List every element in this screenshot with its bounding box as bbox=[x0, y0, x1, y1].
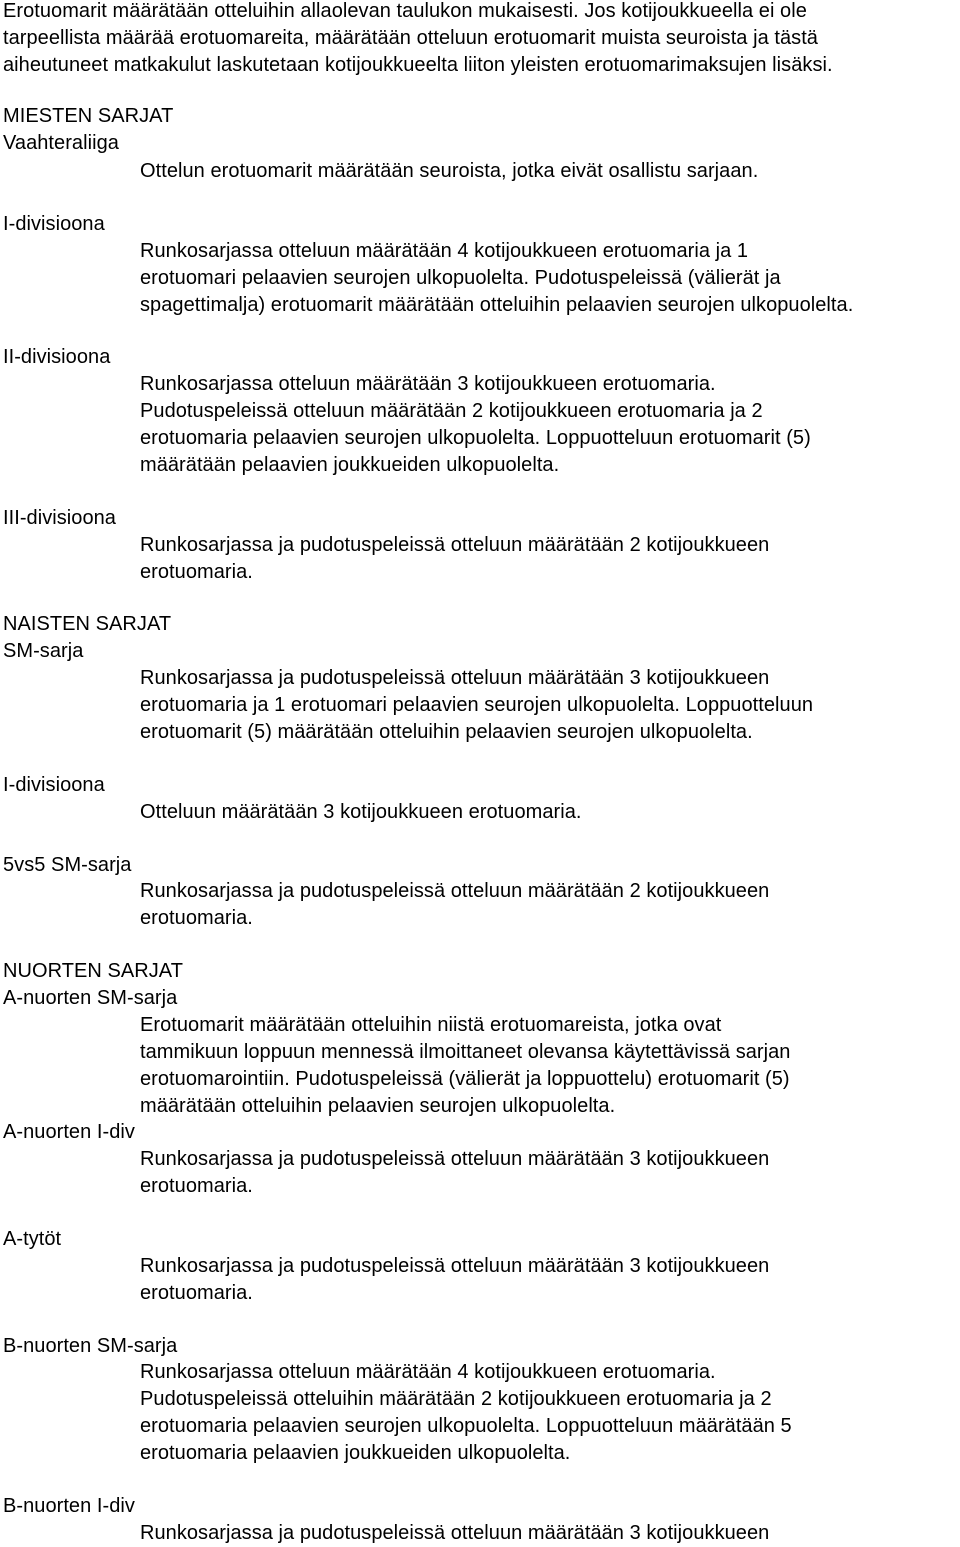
league-rule-line: Pudotuspeleissä otteluun määrätään 2 kotijoukkueen erotuomaria ja 2 bbox=[140, 400, 763, 422]
league-name-b-div1: B-nuorten I-div bbox=[3, 1495, 135, 1517]
league-name-a-tytot: A-tytöt bbox=[3, 1228, 62, 1250]
league-rule-line: Runkosarjassa ja pudotuspeleissä otteluun määrätään 3 kotijoukkueen bbox=[140, 1255, 770, 1277]
intro-line: aiheutuneet matkakulut laskutetaan kotijoukkueelta liiton yleisten erotuomarimaksujen lisäksi. bbox=[3, 54, 833, 76]
league-name-n-div1: I-divisioona bbox=[3, 774, 105, 796]
league-rule-line: erotuomaria. bbox=[140, 1175, 253, 1197]
league-rule-line: erotuomaria. bbox=[140, 907, 253, 929]
league-rule-line: Runkosarjassa ja pudotuspeleissä otteluun määrätään 3 kotijoukkueen bbox=[140, 1522, 770, 1544]
league-name-m-div2: II-divisioona bbox=[3, 346, 111, 368]
league-rule-line: Runkosarjassa ja pudotuspeleissä otteluun määrätään 2 kotijoukkueen bbox=[140, 534, 770, 556]
league-rule-line: erotuomarointiin. Pudotuspeleissä (välierät ja loppuottelu) erotuomarit (5) bbox=[140, 1068, 790, 1090]
league-rule-line: spagettimalja) erotuomarit määrätään otteluihin pelaavien seurojen ulkopuolelta. bbox=[140, 294, 854, 316]
league-name-n-sm: SM-sarja bbox=[3, 640, 84, 662]
league-rule-line: erotuomaria pelaavien seurojen ulkopuolelta. Loppuotteluun määrätään 5 bbox=[140, 1415, 792, 1437]
league-rule-line: määrätään otteluihin pelaavien seurojen ulkopuolelta. bbox=[140, 1095, 616, 1117]
section-heading-naisten: NAISTEN SARJAT bbox=[3, 613, 172, 635]
league-name-m-div3: III-divisioona bbox=[3, 507, 116, 529]
league-name-a-sm: A-nuorten SM-sarja bbox=[3, 987, 178, 1009]
league-rule-line: erotuomaria. bbox=[140, 1282, 253, 1304]
league-name-vaahteraliiga: Vaahteraliiga bbox=[3, 132, 119, 154]
league-rule-line: määrätään pelaavien joukkueiden ulkopuolelta. bbox=[140, 454, 560, 476]
league-rule-line: Runkosarjassa otteluun määrätään 4 kotijoukkueen erotuomaria ja 1 bbox=[140, 240, 749, 262]
intro-line: Erotuomarit määrätään otteluihin allaolevan taulukon mukaisesti. Jos kotijoukkueella ei ole bbox=[3, 0, 807, 22]
league-rule-line: Runkosarjassa ja pudotuspeleissä otteluun määrätään 2 kotijoukkueen bbox=[140, 880, 770, 902]
league-rule-line: Ottelun erotuomarit määrätään seuroista, jotka eivät osallistu sarjaan. bbox=[140, 160, 759, 182]
league-rule-line: Runkosarjassa ja pudotuspeleissä otteluun määrätään 3 kotijoukkueen bbox=[140, 1148, 770, 1170]
league-name-m-div1: I-divisioona bbox=[3, 213, 105, 235]
league-rule-line: Erotuomarit määrätään otteluihin niistä erotuomareista, jotka ovat bbox=[140, 1014, 722, 1036]
league-rule-line: erotuomari pelaavien seurojen ulkopuolelta. Pudotuspeleissä (välierät ja bbox=[140, 267, 781, 289]
league-rule-line: tammikuun loppuun mennessä ilmoittaneet olevansa käytettävissä sarjan bbox=[140, 1041, 791, 1063]
league-rule-line: Pudotuspeleissä otteluihin määrätään 2 kotijoukkueen erotuomaria ja 2 bbox=[140, 1388, 772, 1410]
section-heading-nuorten: NUORTEN SARJAT bbox=[3, 960, 183, 982]
league-rule-line: erotuomarit (5) määrätään otteluihin pelaavien seurojen ulkopuolelta. bbox=[140, 721, 753, 743]
league-rule-line: Otteluun määrätään 3 kotijoukkueen erotuomaria. bbox=[140, 801, 582, 823]
league-rule-line: Runkosarjassa otteluun määrätään 3 kotijoukkueen erotuomaria. bbox=[140, 373, 716, 395]
league-rule-line: Runkosarjassa otteluun määrätään 4 kotijoukkueen erotuomaria. bbox=[140, 1361, 716, 1383]
league-name-a-div1: A-nuorten I-div bbox=[3, 1121, 135, 1143]
league-rule-line: erotuomaria ja 1 erotuomari pelaavien seurojen ulkopuolelta. Loppuotteluun bbox=[140, 694, 814, 716]
league-rule-line: Runkosarjassa ja pudotuspeleissä otteluun määrätään 3 kotijoukkueen bbox=[140, 667, 770, 689]
league-name-b-sm: B-nuorten SM-sarja bbox=[3, 1335, 178, 1357]
section-heading-miesten: MIESTEN SARJAT bbox=[3, 105, 174, 127]
league-rule-line: erotuomaria pelaavien seurojen ulkopuolelta. Loppuotteluun erotuomarit (5) bbox=[140, 427, 811, 449]
league-name-n-5vs5: 5vs5 SM-sarja bbox=[3, 854, 132, 876]
intro-line: tarpeellista määrää erotuomareita, määrätään otteluun erotuomarit muista seuroista ja tästä bbox=[3, 27, 818, 49]
league-rule-line: erotuomaria. bbox=[140, 561, 253, 583]
league-rule-line: erotuomaria pelaavien joukkueiden ulkopuolelta. bbox=[140, 1442, 571, 1464]
